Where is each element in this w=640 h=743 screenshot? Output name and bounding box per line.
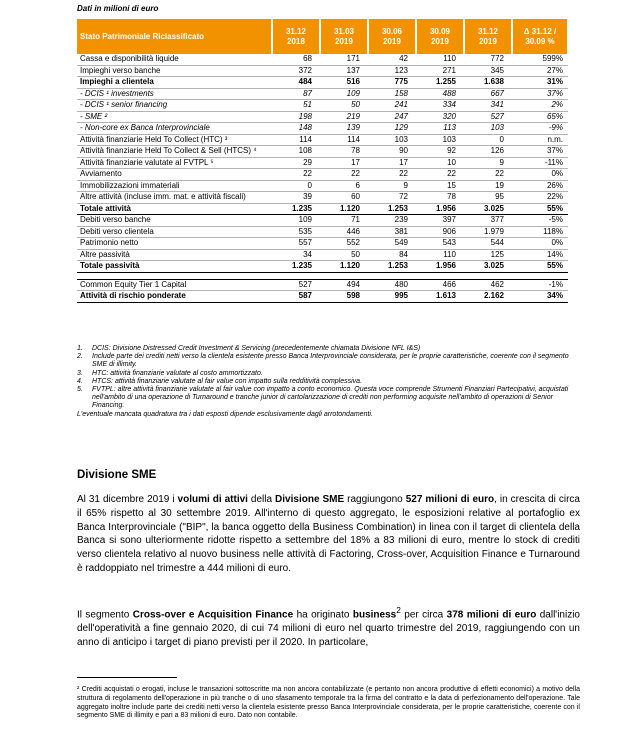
row-value: 19 <box>464 180 512 192</box>
row-value: 126 <box>464 146 512 158</box>
note-item <box>77 370 572 378</box>
table-row <box>77 192 568 204</box>
row-value: 78 <box>416 192 464 204</box>
row-value: 29 <box>272 157 320 169</box>
row-label: Avviamento <box>77 169 272 181</box>
table-row <box>77 100 568 112</box>
note-text: FVTPL: altre attività finanziarie valutate al fair value con impatto a conto economico. Questa voce comprende Strumenti Finanziari Partecipativi, acquistati nell'ambito di una operazione di Turnaround e tranche junior di cartolarizzazione di crediti non performing acquisite nell'ambito di operazioni di Senior Financing. <box>92 386 569 410</box>
row-value: 50 <box>320 249 368 261</box>
row-label: Altre attività (incluse imm. mat. e attività fiscali) <box>77 192 272 204</box>
row-value: 22 <box>272 169 320 181</box>
row-value: 2% <box>512 100 568 112</box>
row-value: 466 <box>416 279 464 291</box>
table-row <box>77 54 568 65</box>
row-value: 527 <box>464 111 512 123</box>
row-value: 55% <box>512 203 568 215</box>
row-label: Totale attività <box>77 203 272 215</box>
row-value: 137 <box>320 65 368 77</box>
paragraph-sme-volumes: Al 31 dicembre 2019 i volumi di attivi della Divisione SME raggiungono 527 milioni di euro, in crescita di circa il 65% rispetto al 30 settembre 2019. All'interno di questo aggregato, le esposizioni relative al portafoglio ex Banca Interprovinciale ("BIP", la banca oggetto della Business Combination) in linea con il target di clientela della Banca si sono ulteriormente ridotte rispetto a settembre del 18% a 83 milioni di euro, mentre lo stock di crediti verso clientela relativo al nuovo business nelle attività di Factoring, Cross-over, Acquisition Finance e Turnaround è raddoppiato nel trimestre a 444 milioni di euro. <box>77 494 580 574</box>
balance-sheet-table <box>77 19 569 303</box>
footnote-ref[interactable]: 2 <box>396 605 401 615</box>
row-value: 494 <box>320 279 368 291</box>
row-value: 247 <box>368 111 416 123</box>
note-item <box>77 345 572 353</box>
table-row <box>77 123 568 135</box>
row-label: - Non-core ex Banca Interprovinciale <box>77 123 272 135</box>
row-value: 110 <box>416 249 464 261</box>
row-value: 34 <box>272 249 320 261</box>
row-label: Cassa e disponibilità liquide <box>77 54 272 65</box>
row-value: 109 <box>320 88 368 100</box>
row-value <box>512 272 568 279</box>
note-number: 2. <box>77 353 83 361</box>
paragraph-crossover: Il segmento Cross-over e Acquisition Finance ha originato business$^2$ per circa 378 milioni di euro dall'inizio dell'operatività a fine gennaio 2020, di cui 74 milioni di euro nel quarto trimestre del 2019, raggiungendo con un anno di anticipo i target di piano previsti per il 2020. In particolare, <box>77 605 580 648</box>
row-value: 95 <box>464 192 512 204</box>
table-row <box>77 88 568 100</box>
row-value: 320 <box>416 111 464 123</box>
row-value: 9 <box>368 180 416 192</box>
row-label: Altre passività <box>77 249 272 261</box>
row-value: 31% <box>512 77 568 89</box>
row-value: 549 <box>368 238 416 250</box>
row-value: 446 <box>320 226 368 238</box>
row-value: 0% <box>512 169 568 181</box>
row-label: Attività di rischio ponderate <box>77 291 272 303</box>
row-value: 0 <box>464 134 512 146</box>
row-label <box>77 272 272 279</box>
row-value: 995 <box>368 291 416 303</box>
header-period: 31.03 2019 <box>320 19 368 54</box>
header-period: 31.12 2019 <box>464 19 512 54</box>
note-item <box>77 386 572 411</box>
row-value <box>464 272 512 279</box>
table-row <box>77 180 568 192</box>
row-label: Patrimonio netto <box>77 238 272 250</box>
header-period: 30.09 2019 <box>416 19 464 54</box>
row-value: 60 <box>320 192 368 204</box>
header-label: Stato Patrimoniale Riclassificato <box>77 19 272 54</box>
table-row <box>77 77 568 89</box>
row-value: 1.956 <box>416 261 464 273</box>
row-value: 108 <box>272 146 320 158</box>
note-text: Include parte dei crediti netti verso la clientela esistente presso Banca Interprovinciale considerata, per le proprie caratteristiche, coerente con il segmento SME di illimity. <box>92 353 569 369</box>
row-value: 42 <box>368 54 416 65</box>
row-value: 158 <box>368 88 416 100</box>
footnote: ² Crediti acquistati o erogati, incluse le transazioni sottoscritte ma non ancora contabilizzate (e pertanto non ancora produttive di effetti economici) a motivo della struttura di regolamento dell'operazione in più tranche o di uno sfasamento temporale tra la firma del contratto e la data di perfezionamento dell'operazione. Tale aggregato inoltre include parte dei crediti netti verso la clientela esistente presso Banca Interprovinciale considerata, per le proprie caratteristiche, coerente con il segmento SME di illimity e pari a 83 milioni di euro. Dato non contabile. <box>77 686 580 720</box>
table-row <box>77 65 568 77</box>
row-value: 484 <box>272 77 320 89</box>
note-number: 4. <box>77 377 83 385</box>
table-header-row <box>77 19 568 54</box>
row-value: 68 <box>272 54 320 65</box>
row-value: 22 <box>416 169 464 181</box>
row-value: 22 <box>464 169 512 181</box>
row-value: 148 <box>272 123 320 135</box>
table-notes <box>77 345 572 419</box>
table-row <box>77 169 568 181</box>
row-value: 381 <box>368 226 416 238</box>
row-value: 14% <box>512 249 568 261</box>
row-value: 10 <box>416 157 464 169</box>
row-value: 34% <box>512 291 568 303</box>
row-label: - SME ² <box>77 111 272 123</box>
table-row <box>77 272 568 279</box>
table-row <box>77 279 568 291</box>
row-label: - DCIS ¹ senior financing <box>77 100 272 112</box>
row-value: 1.255 <box>416 77 464 89</box>
row-value: 598 <box>320 291 368 303</box>
row-value: 110 <box>416 54 464 65</box>
table-row <box>77 111 568 123</box>
row-value: 516 <box>320 77 368 89</box>
note-text: HTCS: attività finanziarie valutate al fair value con impatto sulla redditività complessiva. <box>92 377 363 385</box>
row-label: Impieghi verso banche <box>77 65 272 77</box>
row-value: 22 <box>320 169 368 181</box>
note-text: DCIS: Divisione Distressed Credit Investment & Servicing (precedentemente chiamata Divisione NFL I&S) <box>92 345 421 352</box>
row-value: 1.235 <box>272 203 320 215</box>
table-row <box>77 226 568 238</box>
footnote-rule <box>77 677 177 678</box>
table-row <box>77 291 568 303</box>
row-value: 22% <box>512 192 568 204</box>
row-value: 22 <box>368 169 416 181</box>
note-number: 1. <box>77 345 83 352</box>
table-row <box>77 261 568 273</box>
row-value: 17 <box>368 157 416 169</box>
section-title: Divisione SME <box>77 469 157 481</box>
row-value <box>272 272 320 279</box>
row-value: 1.120 <box>320 261 368 273</box>
row-value: 1.956 <box>416 203 464 215</box>
row-value: 772 <box>464 54 512 65</box>
row-label: Attività finanziarie Held To Collect (HTC) ³ <box>77 134 272 146</box>
row-value: 3.025 <box>464 261 512 273</box>
row-value: 109 <box>272 215 320 227</box>
row-value: 37% <box>512 88 568 100</box>
row-value: 103 <box>464 123 512 135</box>
row-value: 345 <box>464 65 512 77</box>
row-value: 103 <box>416 134 464 146</box>
row-value: 129 <box>368 123 416 135</box>
row-value: 3.025 <box>464 203 512 215</box>
row-label: - DCIS ¹ investments <box>77 88 272 100</box>
row-value: 241 <box>368 100 416 112</box>
row-value: 139 <box>320 123 368 135</box>
row-label: Attività finanziarie valutate al FVTPL ⁵ <box>77 157 272 169</box>
table-row <box>77 249 568 261</box>
row-value: 271 <box>416 65 464 77</box>
header-period: Δ 31.12 / 30.09 % <box>512 19 568 54</box>
row-value: -5% <box>512 215 568 227</box>
row-value: n.m. <box>512 134 568 146</box>
row-label: Totale passività <box>77 261 272 273</box>
row-value: 543 <box>416 238 464 250</box>
row-value: 198 <box>272 111 320 123</box>
row-value: 171 <box>320 54 368 65</box>
row-value: 906 <box>416 226 464 238</box>
row-value: 92 <box>416 146 464 158</box>
row-value: 377 <box>464 215 512 227</box>
note-text: HTC: attività finanziarie valutate al costo ammortizzato. <box>92 369 263 377</box>
row-value: 103 <box>368 134 416 146</box>
rounding-note: L'eventuale mancata quadratura tra i dati esposti dipende esclusivamente dagli arrotondamenti. <box>77 410 373 418</box>
row-value: 17 <box>320 157 368 169</box>
row-value: 65% <box>512 111 568 123</box>
row-value: 0% <box>512 238 568 250</box>
row-value: 372 <box>272 65 320 77</box>
row-value: 114 <box>272 134 320 146</box>
row-value: 544 <box>464 238 512 250</box>
row-value: -1% <box>512 279 568 291</box>
row-value: 1.638 <box>464 77 512 89</box>
row-value: 462 <box>464 279 512 291</box>
row-value: 50 <box>320 100 368 112</box>
row-value: 113 <box>416 123 464 135</box>
row-value: 557 <box>272 238 320 250</box>
row-value: 37% <box>512 146 568 158</box>
row-value: 27% <box>512 65 568 77</box>
row-value: 26% <box>512 180 568 192</box>
row-value: 72 <box>368 192 416 204</box>
row-value: 397 <box>416 215 464 227</box>
table-row <box>77 134 568 146</box>
header-period: 31.12 2018 <box>272 19 320 54</box>
row-value: 15 <box>416 180 464 192</box>
row-value: 587 <box>272 291 320 303</box>
row-value: 84 <box>368 249 416 261</box>
row-value: 1.979 <box>464 226 512 238</box>
row-value: 1.235 <box>272 261 320 273</box>
row-value: 125 <box>464 249 512 261</box>
header-period: 30.06 2019 <box>368 19 416 54</box>
row-value: 39 <box>272 192 320 204</box>
row-value: 535 <box>272 226 320 238</box>
row-value: 775 <box>368 77 416 89</box>
row-label: Debiti verso clientela <box>77 226 272 238</box>
row-label: Common Equity Tier 1 Capital <box>77 279 272 291</box>
row-value: 552 <box>320 238 368 250</box>
row-value: 334 <box>416 100 464 112</box>
row-value: 78 <box>320 146 368 158</box>
row-value: 123 <box>368 65 416 77</box>
row-value: 118% <box>512 226 568 238</box>
row-value: 488 <box>416 88 464 100</box>
row-label: Debiti verso banche <box>77 215 272 227</box>
row-value: 114 <box>320 134 368 146</box>
row-value: 1.613 <box>416 291 464 303</box>
row-value: -9% <box>512 123 568 135</box>
table-row <box>77 146 568 158</box>
note-number: 5. <box>77 386 83 394</box>
row-value <box>368 272 416 279</box>
table-row <box>77 238 568 250</box>
row-value: 667 <box>464 88 512 100</box>
note-number: 3. <box>77 369 83 377</box>
row-value: 480 <box>368 279 416 291</box>
table-row <box>77 157 568 169</box>
table-row <box>77 203 568 215</box>
row-value: -11% <box>512 157 568 169</box>
row-value: 87 <box>272 88 320 100</box>
row-value: 1.120 <box>320 203 368 215</box>
table-row <box>77 215 568 227</box>
row-label: Impieghi a clientela <box>77 77 272 89</box>
note-item <box>77 353 572 369</box>
row-value <box>320 272 368 279</box>
row-label: Attività finanziarie Held To Collect & Sell (HTCS) ⁴ <box>77 146 272 158</box>
row-value: 219 <box>320 111 368 123</box>
row-label: Immobilizzazioni immateriali <box>77 180 272 192</box>
unit-note: Dati in milioni di euro <box>77 4 159 13</box>
row-value: 9 <box>464 157 512 169</box>
row-value: 239 <box>368 215 416 227</box>
row-value: 341 <box>464 100 512 112</box>
row-value: 55% <box>512 261 568 273</box>
row-value: 6 <box>320 180 368 192</box>
row-value: 51 <box>272 100 320 112</box>
row-value: 71 <box>320 215 368 227</box>
row-value <box>416 272 464 279</box>
row-value: 0 <box>272 180 320 192</box>
row-value: 1.253 <box>368 203 416 215</box>
row-value: 2.162 <box>464 291 512 303</box>
row-value: 599% <box>512 54 568 65</box>
row-value: 1.253 <box>368 261 416 273</box>
row-value: 527 <box>272 279 320 291</box>
note-item <box>77 378 572 386</box>
row-value: 90 <box>368 146 416 158</box>
